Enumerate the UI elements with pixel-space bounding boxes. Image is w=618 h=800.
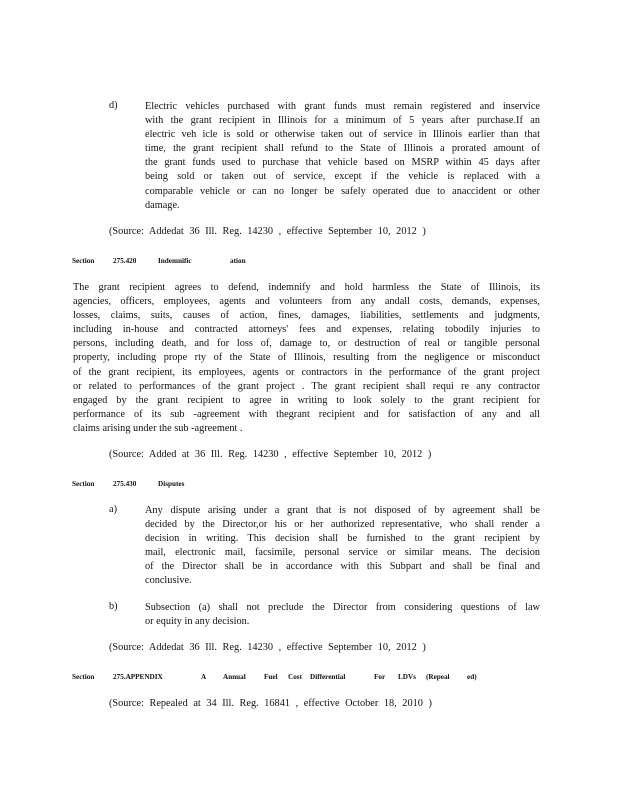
text-line: Subsection (a) shall not preclude the Director from considering questions of law — [145, 602, 540, 613]
text-line: of the grant recipient, its employees, agents or contractors in the performance of the grant project — [73, 366, 540, 378]
text-line: with the grant recipient in Illinois for a minimum of 5 years after purchase.If an — [145, 115, 540, 127]
section-number: 275.APPENDIX — [113, 673, 163, 681]
item-b-label: b) — [109, 601, 118, 612]
text-line: Electric vehicles purchased with grant funds must remain registered and inservice — [145, 101, 540, 112]
text-line: decided by the Director,or his or her authorized representative, who shall render a — [145, 519, 540, 531]
indemnification-paragraph — [73, 281, 540, 436]
section-heading-430 — [72, 480, 272, 490]
text-line: property, including prope rty of the State of Illinois, resulting from the negligence or misconduct — [73, 352, 540, 364]
text-line: The grant recipient agrees to defend, indemnify and hold harmless the State of Illinois, its — [73, 282, 540, 293]
appendix-title-part: Annual — [223, 673, 246, 681]
source-note: (Source: Added at 36 Ill. Reg. 14230 , effective September 10, 2012 ) — [109, 449, 432, 460]
appendix-title-part: Fuel — [264, 673, 278, 681]
item-d-paragraph — [145, 100, 540, 213]
item-d-label: d) — [109, 100, 118, 111]
text-line: engaged by the grant recipient to agree in writing to look solely to the grant recipient for — [73, 394, 540, 406]
text-line: or equity in any decision. — [145, 616, 250, 628]
section-word: Section — [72, 673, 95, 681]
section-word: Section — [72, 257, 95, 265]
source-note: (Source: Repealed at 34 Ill. Reg. 16841 , effective October 18, 2010 ) — [109, 698, 432, 709]
text-line: losses, claims, suits, causes of action, fines, damages, liabilities, settlements and judgments, — [73, 310, 540, 322]
source-note: (Source: Addedat 36 Ill. Reg. 14230 , effective September 10, 2012 ) — [109, 642, 426, 653]
text-line: electric veh icle is sold or otherwise taken out of service in Illinois earlier than that — [145, 129, 540, 141]
text-line: conclusive. — [145, 575, 192, 587]
section-title: Indemnific — [158, 257, 192, 265]
text-line: damage. — [145, 199, 180, 211]
section-title: Disputes — [158, 480, 185, 488]
item-a-label: a) — [109, 504, 117, 515]
item-a-paragraph — [145, 504, 540, 589]
text-line: performance of its sub -agreement with thegrant recipient and for satisfaction of any and all — [73, 408, 540, 420]
section-word: Section — [72, 480, 95, 488]
text-line: including in-house and contracted attorneys' fees and expenses, relating tobodily injuries to — [73, 324, 540, 336]
text-line: agencies, officers, employees, agents and volunteers from any andall costs, demands, expenses, — [73, 296, 540, 308]
text-line: comparable vehicle or can no longer be safely operated due to anaccident or other — [145, 185, 540, 197]
appendix-title-part: LDVs — [398, 673, 416, 681]
section-heading-420 — [72, 257, 272, 267]
appendix-title-part: Cost — [288, 673, 302, 681]
text-line: time, the grant recipient shall refund to the State of Illinois a prorated amount of — [145, 143, 540, 155]
source-note: (Source: Addedat 36 Ill. Reg. 14230 , effective September 10, 2012 ) — [109, 226, 426, 237]
text-line: or related to performances of the grant project . The grant recipient shall requi re any contractor — [73, 380, 540, 392]
text-line: decision in writing. This decision shall be furnished to the grant recipient by — [145, 533, 540, 545]
appendix-title-part: For — [374, 673, 386, 681]
appendix-title-part: A — [201, 673, 207, 681]
item-b-paragraph — [145, 601, 540, 629]
text-line: being sold or taken out of service, except if the vehicle is replaced with a — [145, 171, 540, 183]
text-line: of the Director shall be in accordance with this Subpart and shall be final and — [145, 561, 540, 573]
text-line: the grant funds used to purchase that vehicle based on MSRP within 45 days after — [145, 157, 540, 169]
text-line: Any dispute arising under a grant that is not disposed of by agreement shall be — [145, 505, 540, 516]
text-line: mail, electronic mail, facsimile, personal service or similar means. The decision — [145, 547, 540, 559]
text-line: claims arising under the sub -agreement . — [73, 422, 243, 434]
section-number: 275.430 — [113, 480, 137, 488]
appendix-title-part: ed) — [467, 673, 477, 681]
text-line: persons, including death, and for loss of, damage to, or destruction of real or tangible personal — [73, 338, 540, 350]
section-heading-appendix — [72, 673, 492, 683]
appendix-title-part: Differential — [310, 673, 346, 681]
section-title: ation — [230, 257, 246, 265]
section-number: 275.420 — [113, 257, 137, 265]
appendix-title-part: (Repeal — [426, 673, 450, 681]
